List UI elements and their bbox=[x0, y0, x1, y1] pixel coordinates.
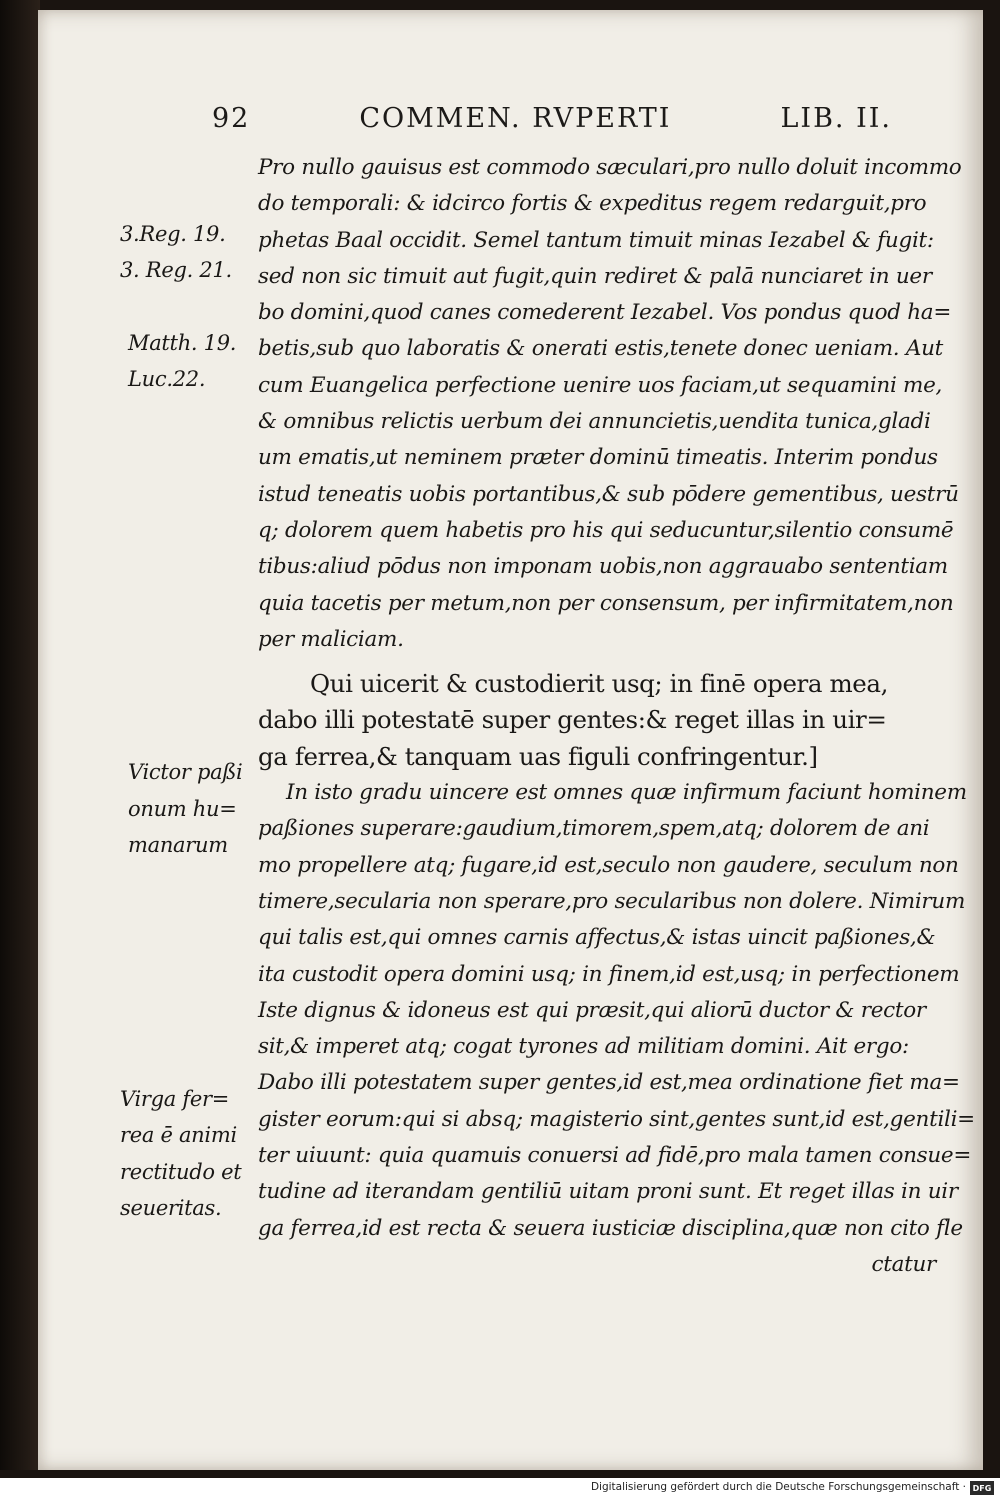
text-line: ga ferrea,id est recta & seuera iusticiæ disciplina,quæ non cito fle bbox=[258, 1215, 963, 1241]
margin-note: 3. Reg. 21. bbox=[120, 258, 232, 282]
margin-note: rectitudo et bbox=[120, 1160, 242, 1184]
dfg-logo: DFG bbox=[970, 1481, 994, 1495]
text-line: betis,sub quo laboratis & onerati estis,tenete donec ueniam. Aut bbox=[258, 336, 943, 362]
text-line: istud teneatis uobis portantibus,& sub pōdere gementibus, uestrū bbox=[258, 481, 959, 507]
margin-note: Victor paßi bbox=[128, 760, 243, 784]
paragraph-gap bbox=[258, 658, 948, 666]
header-title: COMMEN. RVPERTI bbox=[359, 102, 672, 134]
text-line: tudine ad iterandam gentiliū uitam proni sunt. Et reget illas in uir bbox=[258, 1179, 958, 1205]
scripture-quote-line: Qui uicerit & custodierit usq; in finē opera mea, bbox=[310, 669, 888, 699]
text-line: cum Euangelica perfectione uenire uos faciam,ut sequamini me, bbox=[258, 372, 943, 398]
margin-note: 3.Reg. 19. bbox=[120, 222, 226, 246]
digitization-footer bbox=[0, 1478, 1000, 1499]
text-line: In isto gradu uincere est omnes quæ infirmum faciunt hominem bbox=[286, 780, 967, 806]
text-line: bo domini,quod canes comederent Iezabel. Vos pondus quod ha= bbox=[258, 300, 952, 326]
margin-note: Luc.22. bbox=[128, 367, 206, 391]
margin-note: rea ē animi bbox=[120, 1123, 237, 1147]
text-line: sed non sic timuit aut fugit,quin rediret & palā nunciaret in uer bbox=[258, 263, 932, 289]
text-line: & omnibus relictis uerbum dei annuncietis,uendita tunica,gladi bbox=[258, 409, 931, 435]
catchword: ctatur bbox=[871, 1251, 936, 1277]
text-line: sit,& imperet atq; cogat tyrones ad militiam domini. Ait ergo: bbox=[258, 1034, 909, 1060]
text-line: per maliciam. bbox=[258, 626, 404, 652]
text-line: Dabo illi potestatem super gentes,id est,mea ordinatione fiet ma= bbox=[258, 1070, 960, 1096]
text-line: do temporali: & idcirco fortis & expeditus regem redarguit,pro bbox=[258, 191, 927, 217]
text-line: ter uiuunt: quia quamuis conuersi ad fidē,pro mala tamen consue= bbox=[258, 1143, 972, 1169]
text-line: qui talis est,qui omnes carnis affectus,& istas uincit paßiones,& bbox=[258, 925, 936, 951]
margin-note: onum hu= bbox=[128, 797, 237, 821]
text-line: phetas Baal occidit. Semel tantum timuit minas Iezabel & fugit: bbox=[258, 227, 934, 253]
margin-note: manarum bbox=[128, 833, 228, 857]
scripture-quote-line: ga ferrea,& tanquam uas figuli confringentur.] bbox=[258, 741, 818, 771]
margin-note: Matth. 19. bbox=[128, 331, 237, 355]
text-line: paßiones superare:gaudium,timorem,spem,atq; dolorem de ani bbox=[258, 816, 930, 842]
margin-note: Virga fer= bbox=[120, 1087, 230, 1111]
scripture-quote-line: dabo illi potestatē super gentes:& reget illas in uir= bbox=[258, 705, 887, 735]
page-edge bbox=[0, 0, 40, 1470]
main-text bbox=[258, 150, 975, 1283]
header-book: LIB. II. bbox=[780, 102, 892, 134]
page-number: 92 bbox=[212, 102, 251, 134]
text-line: mo propellere atq; fugare,id est,seculo non gaudere, seculum non bbox=[258, 852, 959, 878]
running-header bbox=[212, 96, 892, 140]
text-line: ita custodit opera domini usq; in finem,id est,usq; in perfectionem bbox=[258, 961, 960, 987]
footer-credit: Digitalisierung gefördert durch die Deutsche Forschungsgemeinschaft · bbox=[590, 1481, 966, 1493]
margin-note: seueritas. bbox=[120, 1196, 222, 1220]
text-line: Iste dignus & idoneus est qui præsit,qui aliorū ductor & rector bbox=[258, 997, 926, 1023]
text-line: Pro nullo gauisus est commodo sæculari,pro nullo doluit incommo bbox=[258, 155, 962, 180]
text-line: q; dolorem quem habetis pro his qui seducuntur,silentio consumē bbox=[258, 517, 954, 543]
text-line: timere,secularia non sperare,pro secularibus non dolere. Nimirum bbox=[258, 888, 966, 914]
text-line: tibus:aliud pōdus non imponam uobis,non aggrauabo sententiam bbox=[258, 554, 948, 580]
text-line: um ematis,ut neminem præter dominū timeatis. Interim pondus bbox=[258, 445, 938, 471]
text-line: gister eorum:qui si absq; magisterio sint,gentes sunt,id est,gentili= bbox=[258, 1106, 975, 1132]
text-line: quia tacetis per metum,non per consensum, per infirmitatem,non bbox=[258, 590, 954, 616]
